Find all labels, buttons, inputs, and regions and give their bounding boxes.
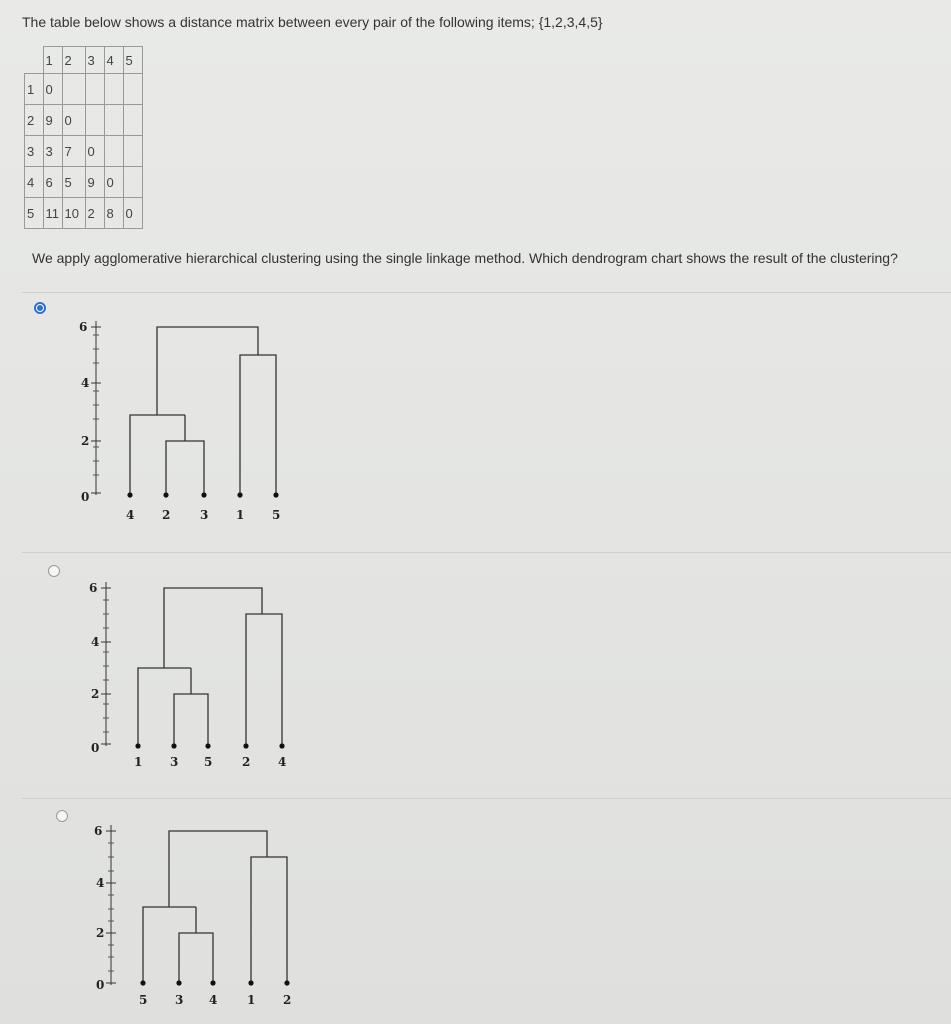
matrix-cell [62,74,85,105]
dendrogram-option-a[interactable] [70,315,300,530]
matrix-row-label: 5 [25,198,44,229]
matrix-cell: 0 [62,105,85,136]
y-tick-label: 0 [91,741,100,755]
leaf-label: 3 [175,993,184,1007]
dendrogram-links [130,327,276,495]
y-tick-label: 6 [79,320,88,334]
matrix-row [25,74,143,105]
matrix-cell [104,74,123,105]
y-tick-label: 4 [96,876,105,890]
leaf-label: 1 [247,993,256,1007]
matrix-cell [85,74,104,105]
y-tick-label: 2 [81,434,90,448]
matrix-cell [123,74,142,105]
matrix-cell: 3 [43,136,62,167]
matrix-cell [104,136,123,167]
option-radio-c[interactable] [56,810,68,822]
option-divider [22,798,951,799]
matrix-cell: 0 [123,198,142,229]
leaf-label: 5 [204,755,213,769]
y-tick-label: 4 [91,635,100,649]
matrix-row-label: 4 [25,167,44,198]
matrix-col-header: 3 [85,47,104,74]
leaf-markers [135,743,284,748]
leaf-label: 4 [278,755,287,769]
matrix-corner [25,47,44,74]
matrix-cell [123,136,142,167]
dendrogram-option-b[interactable] [80,576,310,776]
leaf-label: 3 [200,508,209,522]
leaf-label: 5 [139,993,148,1007]
matrix-cell [85,105,104,136]
dendrogram-links [143,831,287,983]
matrix-cell [123,105,142,136]
leaf-markers [140,980,289,985]
y-tick-label: 2 [91,687,100,701]
y-tick-label: 0 [81,490,90,504]
leaf-label: 2 [283,993,292,1007]
y-tick-label: 6 [94,824,103,838]
leaf-label: 4 [209,993,218,1007]
matrix-cell: 5 [62,167,85,198]
matrix-cell: 7 [62,136,85,167]
dendrogram-links [138,588,282,746]
y-tick-label: 6 [89,581,98,595]
y-tick-label: 4 [81,376,90,390]
matrix-col-header: 2 [62,47,85,74]
matrix-cell: 9 [85,167,104,198]
question-prompt: We apply agglomerative hierarchical clustering using the single linkage method. Which dendrogram chart shows the result of the clustering? [32,250,898,266]
matrix-row-label: 2 [25,105,44,136]
matrix-row-label: 3 [25,136,44,167]
matrix-cell: 0 [85,136,104,167]
leaf-label: 1 [134,755,143,769]
y-tick-label: 0 [96,978,105,992]
matrix-row [25,198,143,229]
leaf-label: 3 [170,755,179,769]
leaf-label: 4 [126,508,135,522]
matrix-row [25,167,143,198]
option-divider [22,292,951,293]
matrix-cell: 6 [43,167,62,198]
leaf-markers [127,492,278,497]
matrix-cell: 0 [43,74,62,105]
option-radio-b[interactable] [48,565,60,577]
leaf-label: 2 [242,755,251,769]
matrix-col-header: 1 [43,47,62,74]
leaf-label: 5 [272,508,281,522]
option-divider [22,552,951,553]
matrix-cell: 9 [43,105,62,136]
leaf-label: 2 [162,508,171,522]
matrix-row [25,105,143,136]
y-tick-label: 2 [96,926,105,940]
matrix-header-row [25,47,143,74]
matrix-col-header: 5 [123,47,142,74]
matrix-cell: 10 [62,198,85,229]
question-intro: The table below shows a distance matrix between every pair of the following items; {1,2,3,4,5} [22,14,603,30]
matrix-row-label: 1 [25,74,44,105]
dendrogram-option-c[interactable] [85,819,315,1019]
matrix-row [25,136,143,167]
matrix-cell [123,167,142,198]
matrix-cell: 2 [85,198,104,229]
matrix-cell: 11 [43,198,62,229]
distance-matrix [24,46,143,229]
leaf-label: 1 [236,508,245,522]
matrix-cell: 0 [104,167,123,198]
matrix-cell: 8 [104,198,123,229]
option-radio-a[interactable] [34,302,46,314]
matrix-cell [104,105,123,136]
matrix-col-header: 4 [104,47,123,74]
